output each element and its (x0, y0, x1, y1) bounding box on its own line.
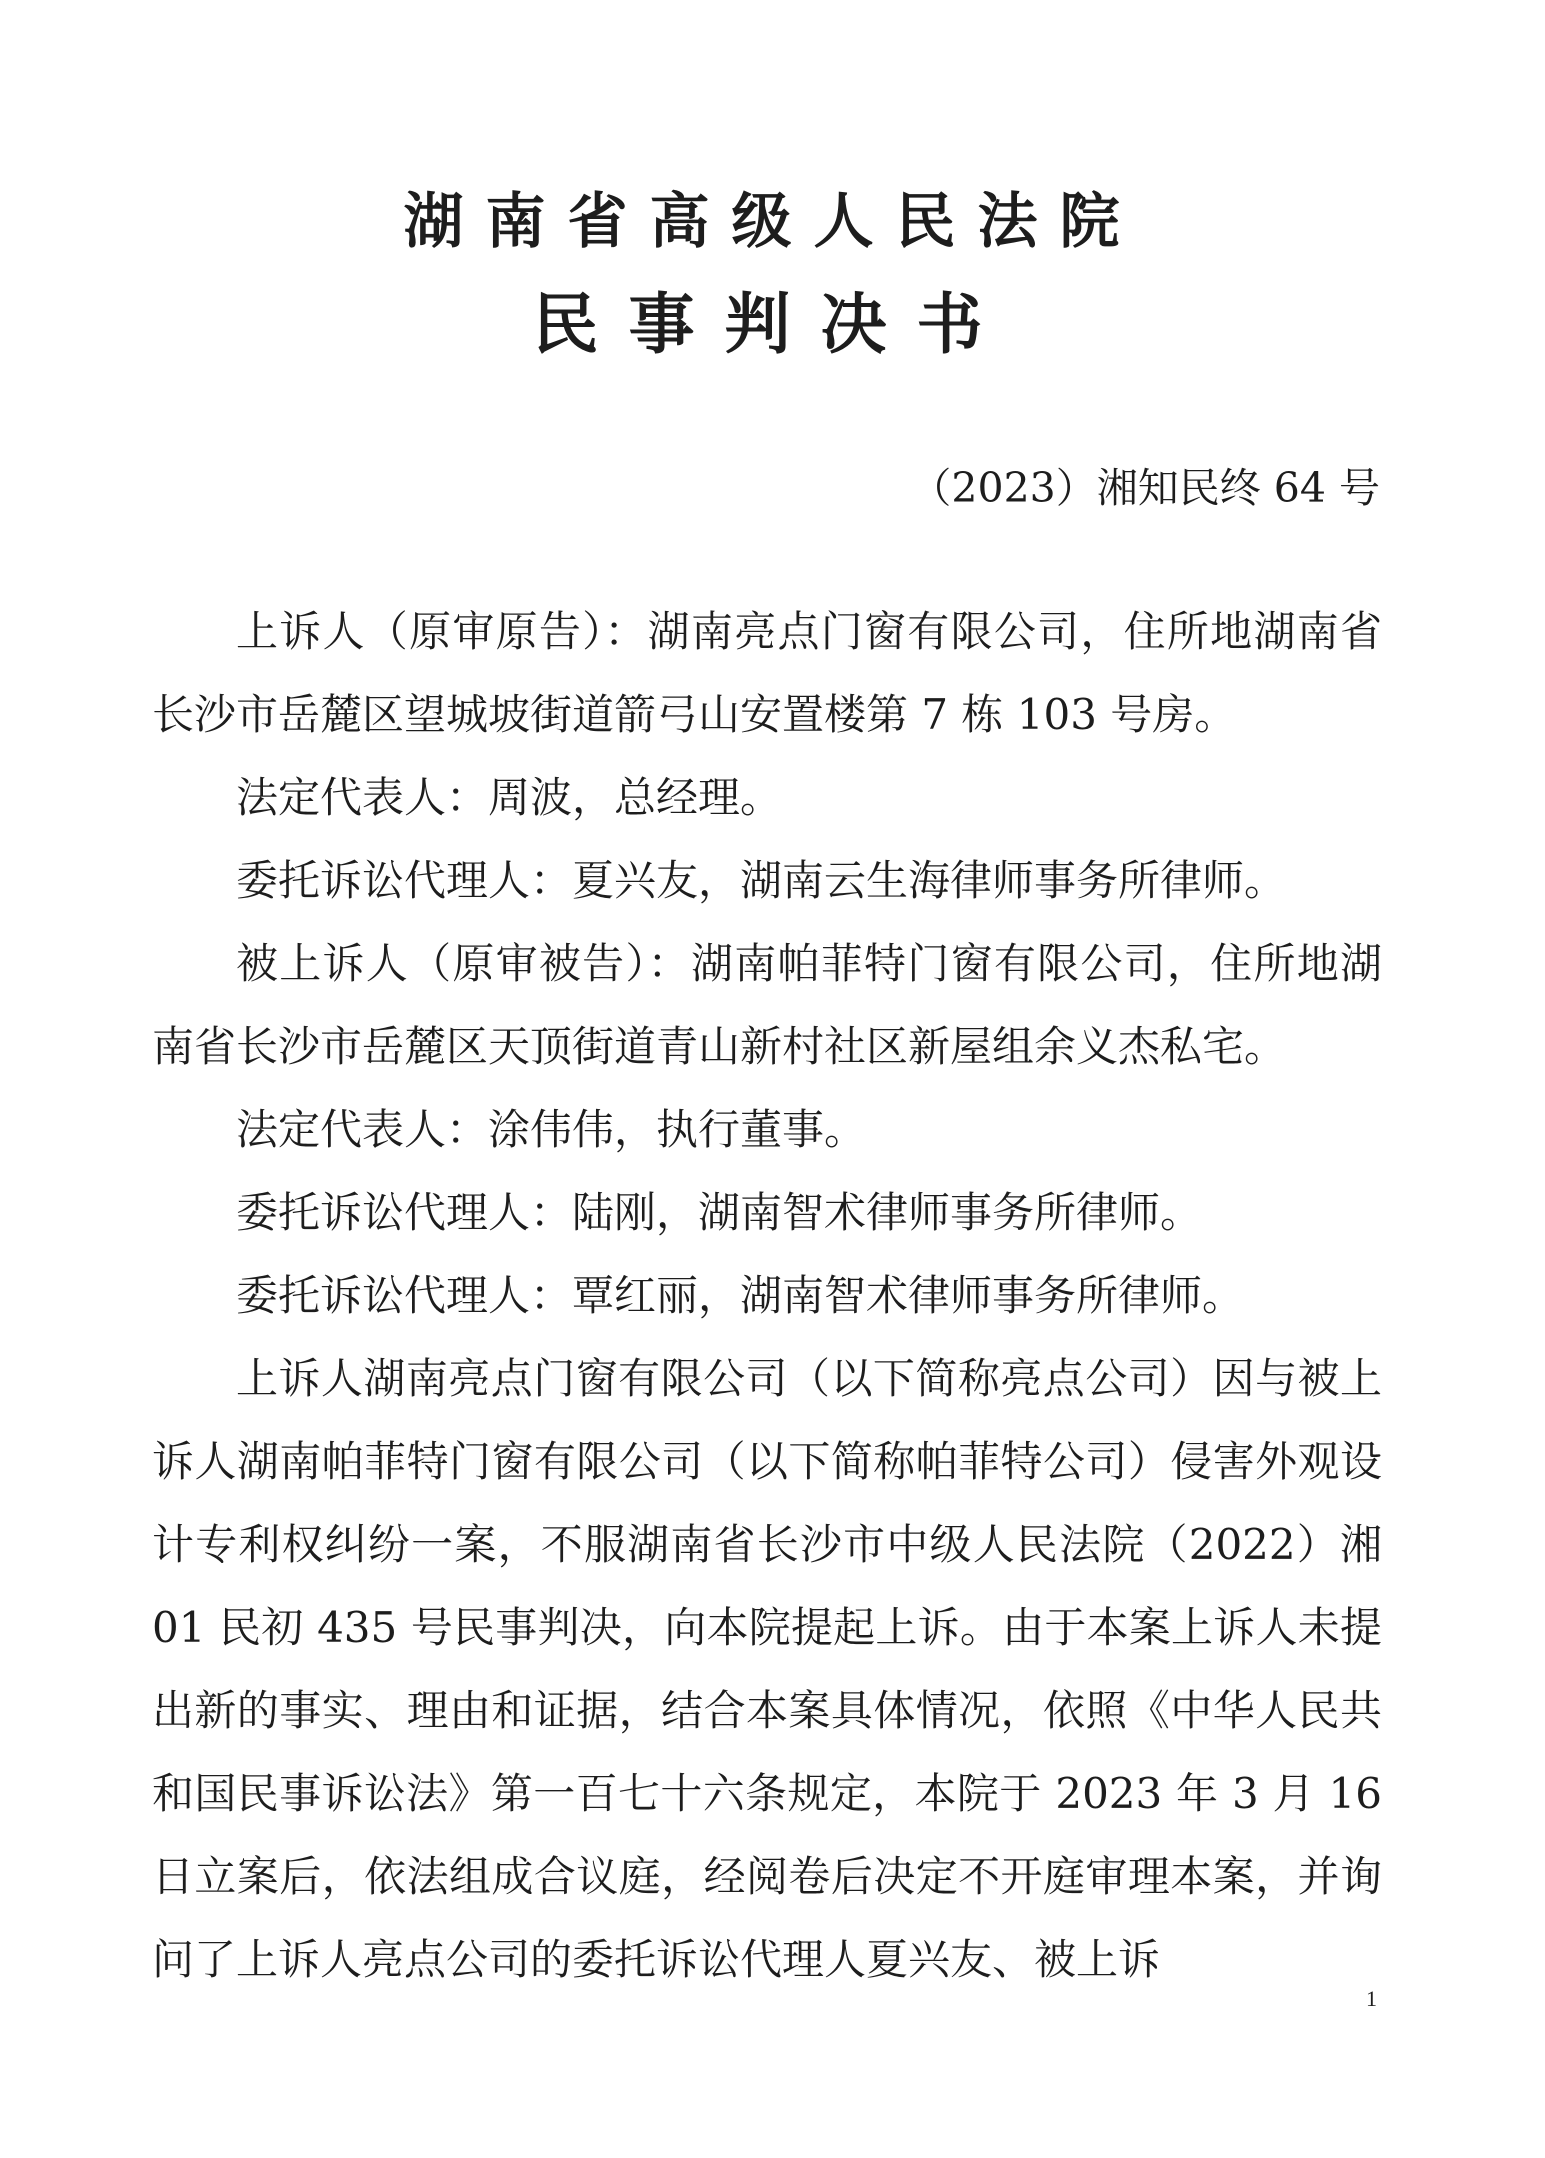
appellant-paragraph: 上诉人（原审原告）：湖南亮点门窗有限公司，住所地湖南省长沙市岳麓区望城坡街道箭弓山安置楼第 7 栋 103 号房。 (152, 607, 1382, 739)
document-body (152, 590, 1382, 2001)
court-name: 湖南省高级人民法院 (403, 187, 1142, 257)
appellee-agent-1: 委托诉讼代理人：陆刚，湖南智术律师事务所律师。 (236, 1188, 1203, 1237)
case-background-paragraph: 上诉人湖南亮点门窗有限公司（以下简称亮点公司）因与被上诉人湖南帕菲特门窗有限公司（以下简称帕菲特公司）侵害外观设计专利权纠纷一案，不服湖南省长沙市中级人民法院（2022）湘 01 民初 435 号民事判决，向本院提起上诉。由于本案上诉人未提出新的事实、理由和证据，结合本案具体情况，依照《中华人民共和国民事诉讼法》第一百七十六条规定，本院于 2023 年 3 月 16 日立案后，依法组成合议庭，经阅卷后决定不开庭审理本案，并询问了上诉人亮点公司的委托诉讼代理人夏兴友、被上诉 (152, 1354, 1382, 1984)
case-number: （2023）湘知民终 64 号 (910, 464, 1380, 512)
page-number: 1 (1366, 1986, 1377, 2011)
document-title: 民事判决书 (532, 285, 1013, 363)
appellee-paragraph: 被上诉人（原审被告）：湖南帕菲特门窗有限公司，住所地湖南省长沙市岳麓区天顶街道青山新村社区新屋组余义杰私宅。 (152, 939, 1382, 1071)
appellee-agent-2: 委托诉讼代理人：覃红丽，湖南智术律师事务所律师。 (236, 1271, 1245, 1320)
appellant-legal-representative: 法定代表人：周波，总经理。 (236, 773, 783, 822)
appellant-agent: 委托诉讼代理人：夏兴友，湖南云生海律师事务所律师。 (236, 856, 1287, 905)
appellee-legal-representative: 法定代表人：涂伟伟，执行董事。 (236, 1105, 867, 1154)
